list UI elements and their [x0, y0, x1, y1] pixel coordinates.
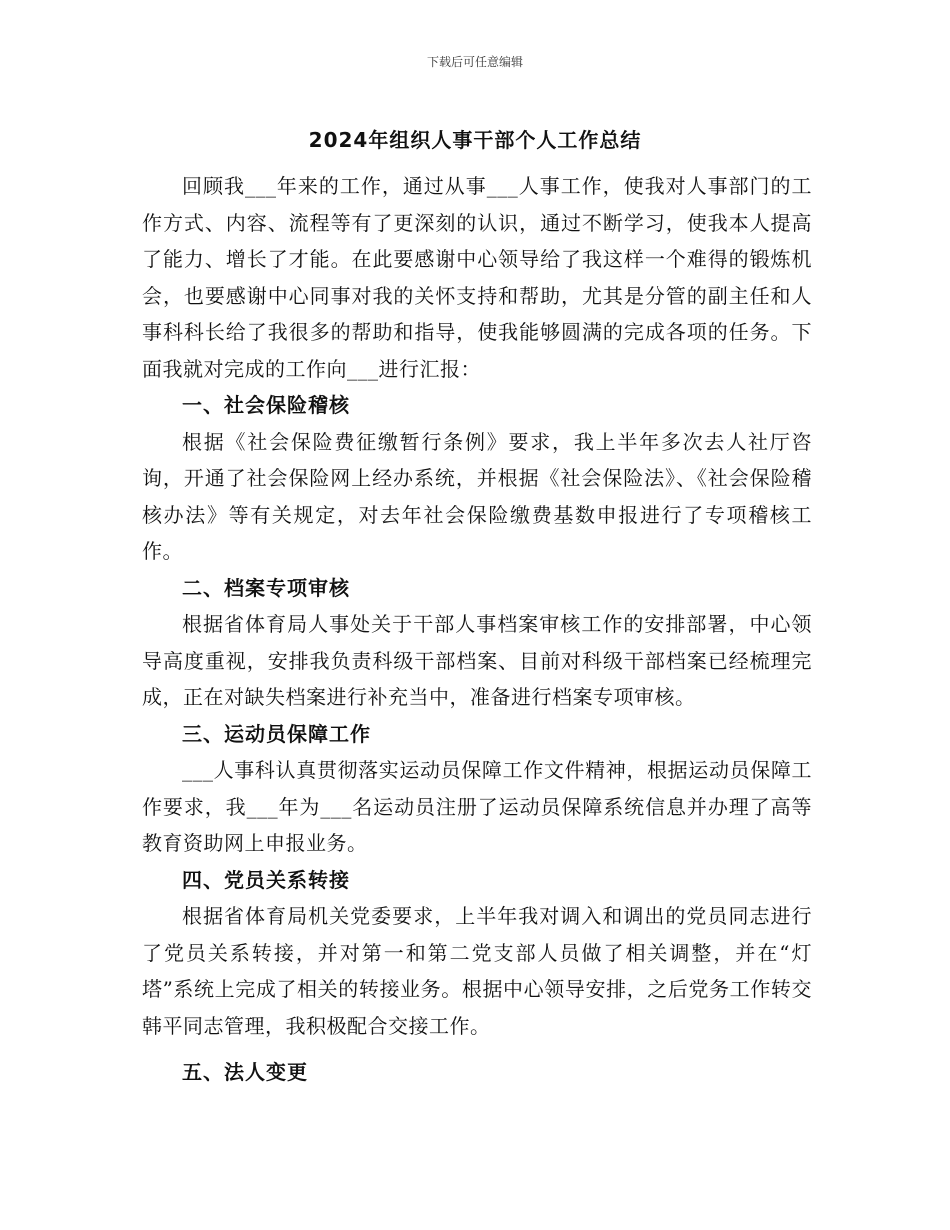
- section-heading-athlete-support: 三、运动员保障工作: [182, 721, 371, 746]
- section-heading-archive-review: 二、档案专项审核: [182, 575, 350, 600]
- section-heading-legal-person-change: 五、法人变更: [182, 1060, 308, 1084]
- section-body-social-insurance: 根据《社会保险费征缴暂行条例》要求，我上半年多次去人社厅咨询，开通了社会保险网上经办系统，并根据《社会保险法》、《社会保险稽核办法》等有关规定，对去年社会保险缴费基数申报进行了专项稽核工作。: [142, 429, 812, 563]
- intro-paragraph: 回顾我___年来的工作，通过从事___人事工作，使我对人事部门的工作方式、内容、流程等有了更深刻的认识，通过不断学习，使我本人提高了能力、增长了才能。在此要感谢中心领导给了我这样一个难得的锻炼机会，也要感谢中心同事对我的关怀支持和帮助，尤其是分管的副主任和人事科科长给了我很多的帮助和指导，使我能够圆满的完成各项的任务。下面我就对完成的工作向___进行汇报：: [142, 174, 812, 381]
- section-body-archive-review: 根据省体育局人事处关于干部人事档案审核工作的安排部署，中心领导高度重视，安排我负责科级干部档案、目前对科级干部档案已经梳理完成，正在对缺失档案进行补充当中，准备进行档案专项审核。: [142, 612, 812, 709]
- document-body: [142, 168, 812, 1091]
- section-body-athlete-support: ___人事科认真贯彻落实运动员保障工作文件精神，根据运动员保障工作要求，我___年为___名运动员注册了运动员保障系统信息并办理了高等教育资助网上申报业务。: [142, 758, 812, 855]
- page-header-note: 下载后可任意编辑: [426, 55, 523, 69]
- section-heading-social-insurance: 一、社会保险稽核: [182, 393, 350, 417]
- document-title: 2024年组织人事干部个人工作总结: [308, 128, 642, 152]
- section-body-party-transfer: 根据省体育局机关党委要求，上半年我对调入和调出的党员同志进行了党员关系转接，并对第一和第二党支部人员做了相关调整，并在“灯塔”系统上完成了相关的转接业务。根据中心领导安排，之后党务工作转交韩平同志管理，我积极配合交接工作。: [142, 904, 812, 1038]
- section-heading-party-transfer: 四、党员关系转接: [182, 867, 350, 892]
